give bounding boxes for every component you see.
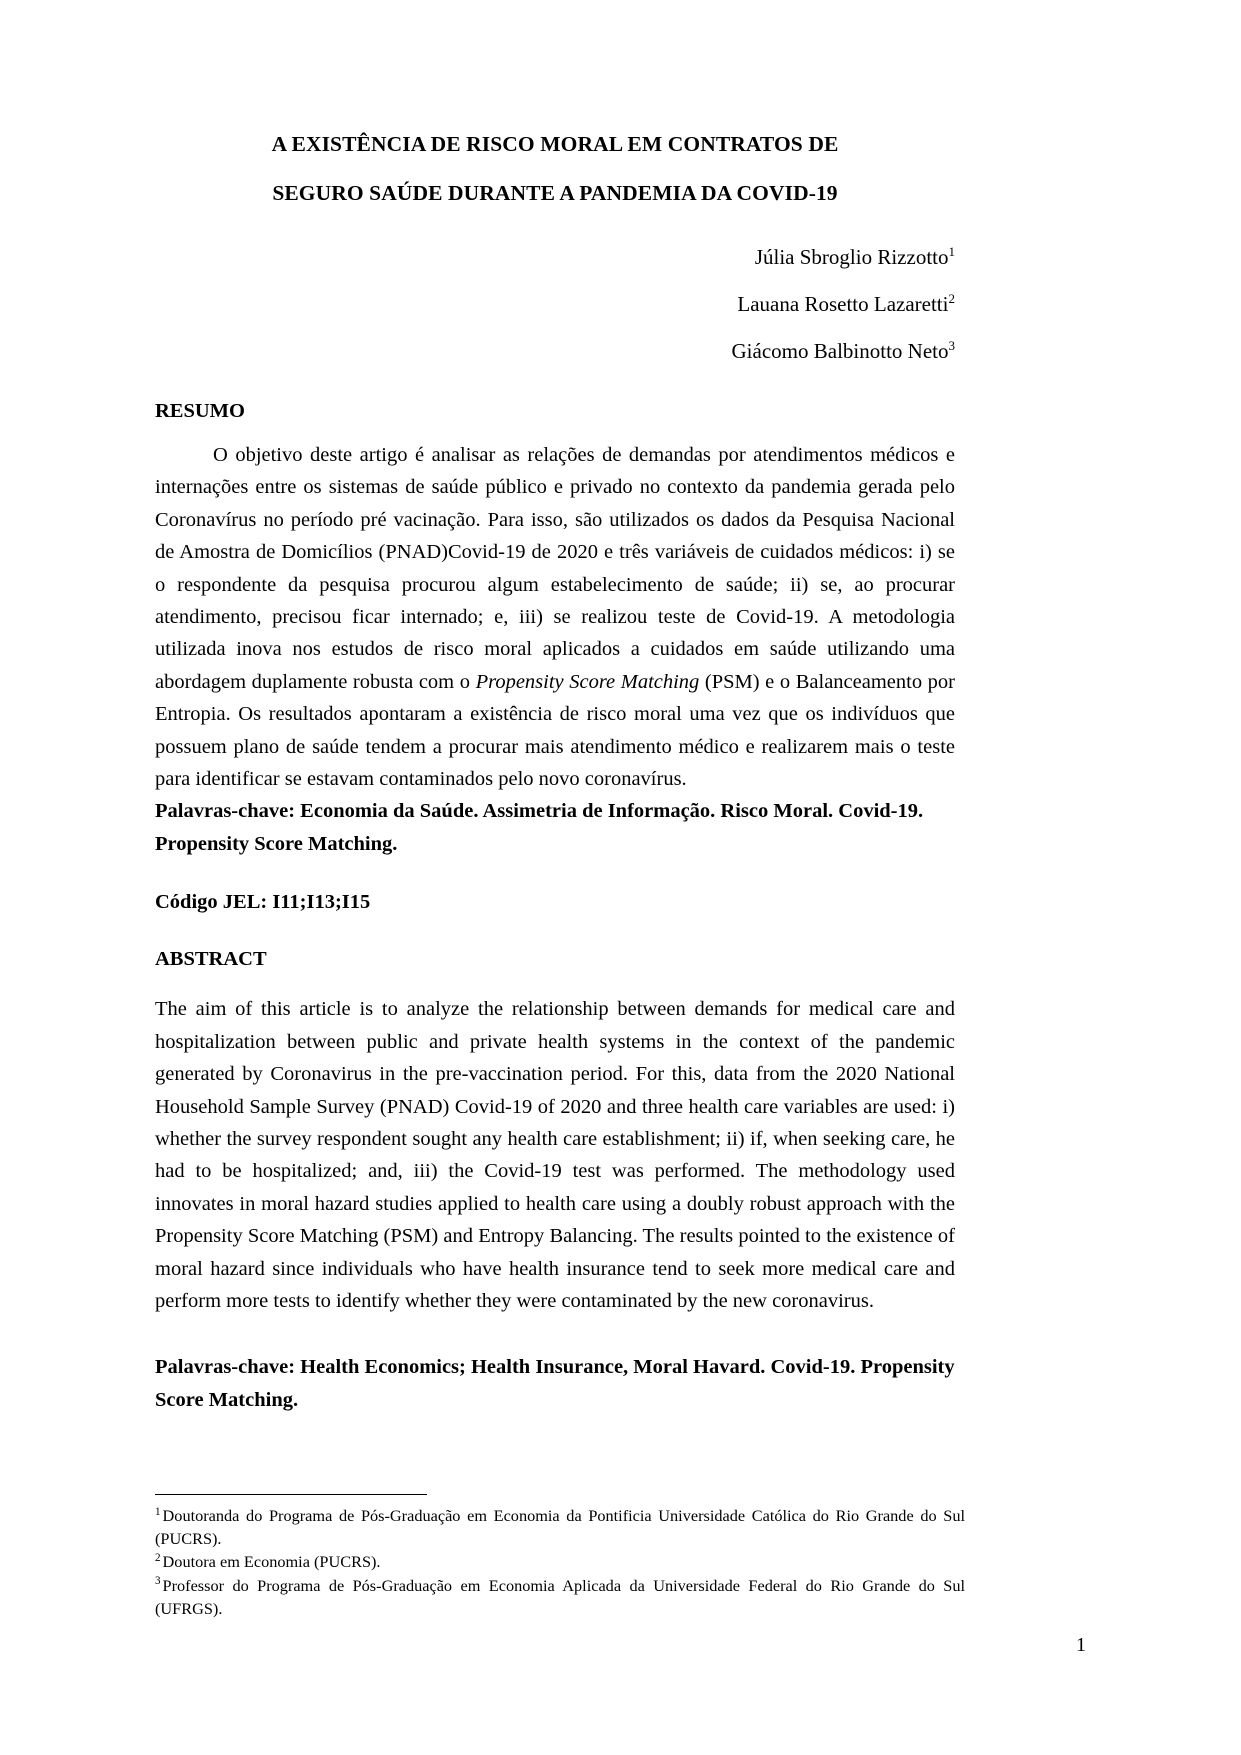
author-entry: [155, 234, 955, 281]
footnote-marker: 3: [155, 1575, 161, 1588]
author-footnote-marker: 2: [948, 291, 955, 306]
resumo-text-part2: (PSM) e o Balanceamento por Entropia. Os resultados apontaram a existência de risco moral uma vez que os indivíduos que possuem plano de saúde tendem a procurar mais atendimento médico e realizarem mais o teste para identificar se estavam contaminados pelo novo coronavírus.: [155, 670, 955, 791]
resumo-text-part1: O objetivo deste artigo é analisar as relações de demandas por atendimentos médicos e internações entre os sistemas de saúde público e privado no contexto da pandemia gerada pelo Coronavírus no período pré vacinação. Para isso, são utilizados os dados da Pesquisa Nacional de Amostra de Domicílios (PNAD)Covid-19 de 2020 e três variáveis de cuidados médicos: i) se o respondente da pesquisa procurou algum estabelecimento de saúde; ii) se, ao procurar atendimento, precisou ficar internado; e, iii) se realizou teste de Covid-19. A metodologia utilizada inova nos estudos de risco moral aplicados a cuidados em saúde utilizando uma abordagem duplamente robusta com o: [155, 444, 955, 693]
resumo-body: [155, 439, 955, 795]
page-number: 1: [1076, 1634, 1086, 1656]
author-entry: [155, 328, 955, 375]
resumo-text-italic: Propensity Score Matching: [475, 670, 700, 693]
footnote-item: [155, 1504, 965, 1550]
author-name: Júlia Sbroglio Rizzotto: [754, 245, 949, 269]
abstract-body: The aim of this article is to analyze the relationship between demands for medical care and hospitalization between public and private health systems in the context of the pandemic generated by Coronavirus in the pre-vaccination period. For this, data from the 2020 National Household Sample Survey (PNAD) Covid-19 of 2020 and three health care variables are used: i) whether the survey respondent sought any health care establishment; ii) if, when seeking care, he had to be hospitalized; and, iii) the Covid-19 test was performed. The methodology used innovates in moral hazard studies applied to health care using a doubly robust approach with the Propensity Score Matching (PSM) and Entropy Balancing. The results pointed to the existence of moral hazard since individuals who have health insurance tend to seek more medical care and perform more tests to identify whether they were contaminated by the new coronavirus.: [155, 998, 955, 1312]
author-footnote-marker: 3: [948, 338, 955, 353]
author-footnote-marker: 1: [948, 244, 955, 259]
footnote-text: Doutora em Economia (PUCRS).: [162, 1552, 381, 1572]
author-list: [155, 234, 955, 375]
paper-title: [155, 0, 955, 218]
footnote-text: Doutoranda do Programa de Pós-Graduação em Economia da Pontificia Universidade Católica do Rio Grande do Sul (PUCRS).: [155, 1506, 965, 1549]
abstract-heading: ABSTRACT: [155, 948, 267, 971]
resumo-keywords: Palavras-chave: Economia da Saúde. Assimetria de Informação. Risco Moral. Covid-19. Propensity Score Matching.: [155, 800, 924, 855]
title-line-1: A EXISTÊNCIA DE RISCO MORAL EM CONTRATOS DE: [271, 132, 839, 156]
footnote-separator-rule: [155, 1494, 427, 1495]
author-entry: [155, 281, 955, 328]
jel-code: Código JEL: I11;I13;I15: [155, 891, 371, 914]
footnote-item: [155, 1550, 965, 1573]
author-name: Giácomo Balbinotto Neto: [731, 339, 949, 363]
resumo-heading: RESUMO: [155, 400, 245, 422]
footnote-item: [155, 1574, 965, 1620]
abstract-keywords: Palavras-chave: Health Economics; Health Insurance, Moral Havard. Covid-19. Propensity Score Matching.: [155, 1356, 955, 1411]
author-name: Lauana Rosetto Lazaretti: [737, 292, 949, 316]
footnote-area: [155, 1494, 965, 1620]
footnote-marker: 2: [155, 1551, 161, 1564]
page-content: [155, 0, 955, 1416]
title-line-2: SEGURO SAÚDE DURANTE A PANDEMIA DA COVID-19: [272, 181, 838, 205]
footnote-text: Professor do Programa de Pós-Graduação em Economia Aplicada da Universidade Federal do Rio Grande do Sul (UFRGS).: [155, 1575, 965, 1618]
footnote-marker: 1: [155, 1505, 161, 1518]
